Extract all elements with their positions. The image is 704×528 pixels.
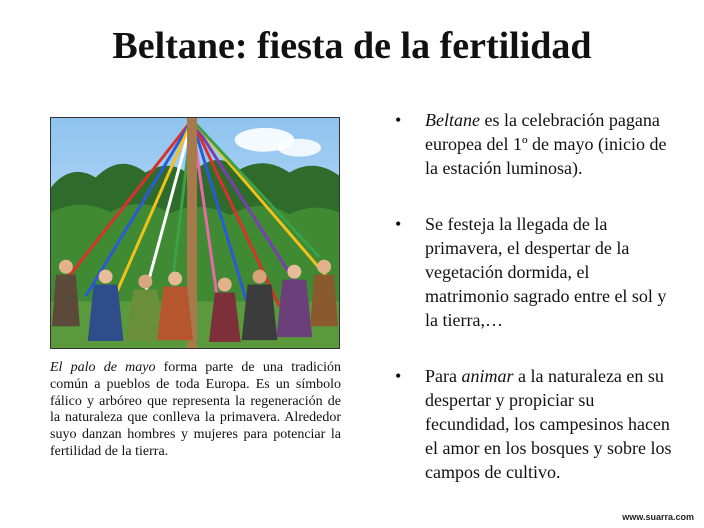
bullet-post: a la naturaleza en su despertar y propiciar su fecundidad, los campesinos hacen el amor en los bosques y sobre los campos de cultivo. [425,366,672,482]
site-watermark: www.suarra.com [622,512,694,522]
cloud [277,139,321,157]
caption-emphasis: El palo de mayo [50,360,156,375]
bullet-list [395,108,675,484]
maypole-photo [50,117,340,349]
caption-text: forma parte de una tradición común a pueblos de toda Europa. Es un símbolo fálico y arbóreo que representa la regeneración de la naturaleza que conlleva la primavera. Alrededor suyo danzan hombres y mujeres para potenciar la fertilidad de la tierra. [50,360,342,459]
bullet-marker: • [395,214,402,234]
bullet-marker: • [395,366,402,386]
bullet-item-beltane [395,108,675,180]
bullet-emphasis: Beltane [425,110,480,130]
slide-title: Beltane: fiesta de la fertilidad [112,25,592,67]
maypole-illustration [51,118,339,348]
photo-caption [50,360,341,461]
bullet-marker: • [395,110,402,130]
bullet-pre: Se festeja la llegada de la primavera, el despertar de la vegetación dormida, el matrimonio sagrado entre el sol y la tierra,… [425,214,667,330]
bullet-item-animar [395,364,675,484]
bullet-pre: Para [425,366,462,386]
bullet-post: es la celebración pagana europea del 1º de mayo (inicio de la estación luminosa). [425,110,667,178]
bullet-emphasis: animar [461,366,514,386]
bullet-item-primavera [395,212,675,332]
